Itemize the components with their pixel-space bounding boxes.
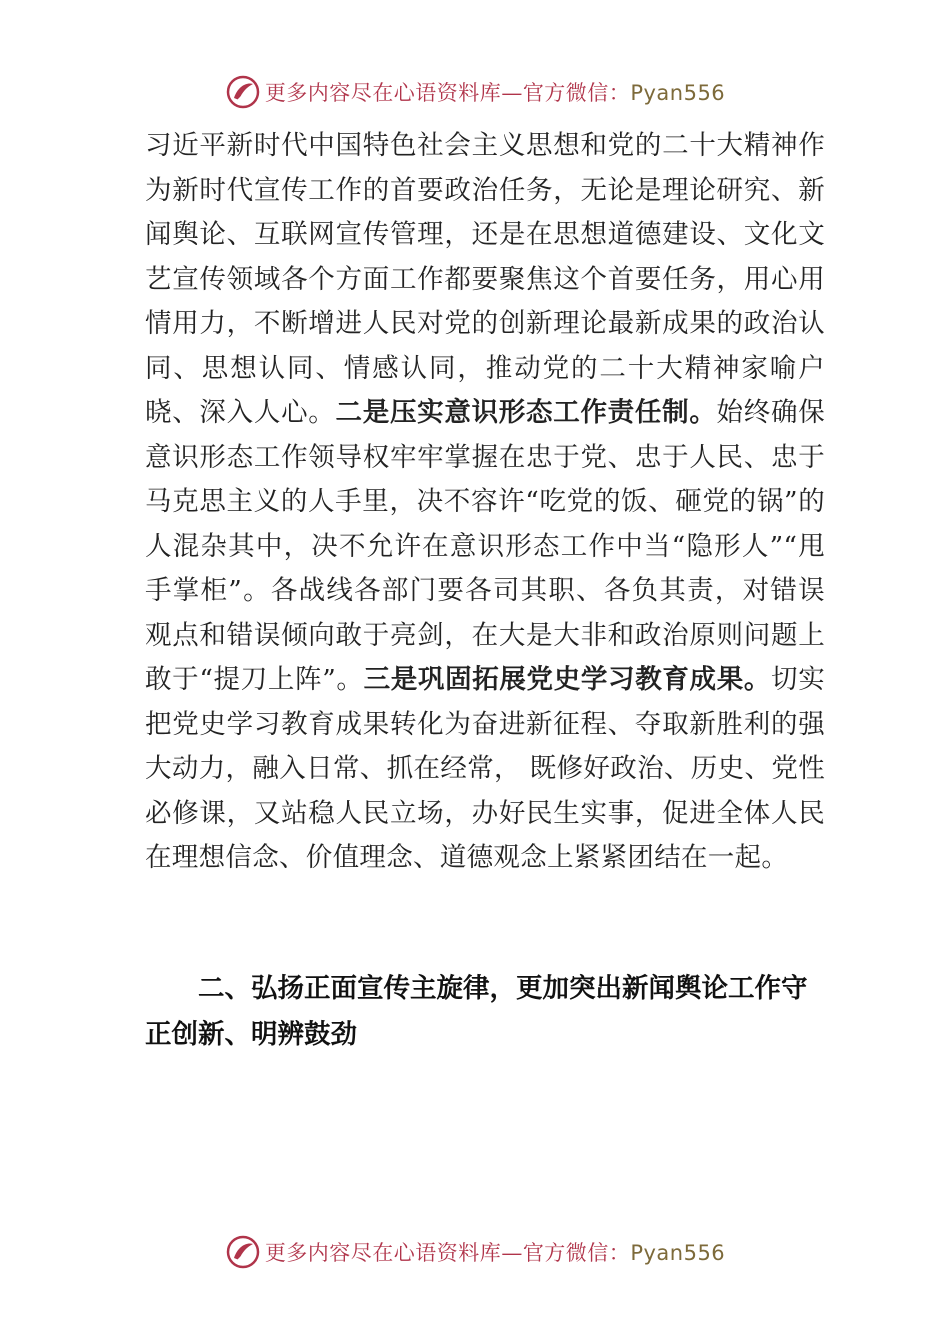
body-paragraph bbox=[145, 124, 825, 881]
brand-logo-icon bbox=[225, 1234, 261, 1270]
header-banner bbox=[0, 72, 950, 112]
bold-point-three: 三是巩固拓展党史学习教育成果。 bbox=[363, 664, 772, 695]
bold-point-two: 二是压实意识形态工作责任制。 bbox=[335, 397, 717, 428]
footer-banner-text: 更多内容尽在心语资料库—官方微信：Pyan556 bbox=[264, 1241, 726, 1265]
header-banner-text: 更多内容尽在心语资料库—官方微信：Pyan556 bbox=[264, 81, 726, 105]
footer-banner bbox=[0, 1232, 950, 1272]
section-heading: 二、弘扬正面宣传主旋律，更加突出新闻舆论工作守正创新、明辨鼓劲 bbox=[145, 973, 808, 1050]
paragraph-text: 切实把党史学习教育成果转化为奋进新征程、夺取新胜利的强大动力，融入日常、抓在经常， 既修好政治、历史、党性必修课，又站稳人民立场，办好民生实事，促进全体人民在理想信念、价值理念、道德观念上紧紧团结在一起。 bbox=[145, 664, 826, 873]
paragraph-text: 习近平新时代中国特色社会主义思想和党的二十大精神作为新时代宣传工作的首要政治任务，无论是理论研究、新闻舆论、互联网宣传管理，还是在思想道德建设、文化文艺宣传领域各个方面工作都要聚焦这个首要任务，用心用情用力，不断增进人民对党的创新理论最新成果的政治认同、思想认同、情感认同，推动党的二十大精神家喻户晓、深入人心。 bbox=[145, 130, 825, 428]
paragraph-text: 始终确保意识形态工作领导权牢牢掌握在忠于党、忠于人民、忠于马克思主义的人手里，决不容许“吃党的饭、砸党的锅”的人混杂其中，决不允许在意识形态工作中当“隐形人”“甩手掌柜”。各战线各部门要各司其职、各负其责，对错误观点和错误倾向敢于亮剑，在大是大非和政治原则问题上敢于“提刀上阵”。 bbox=[145, 397, 825, 695]
brand-logo-icon bbox=[225, 74, 261, 110]
